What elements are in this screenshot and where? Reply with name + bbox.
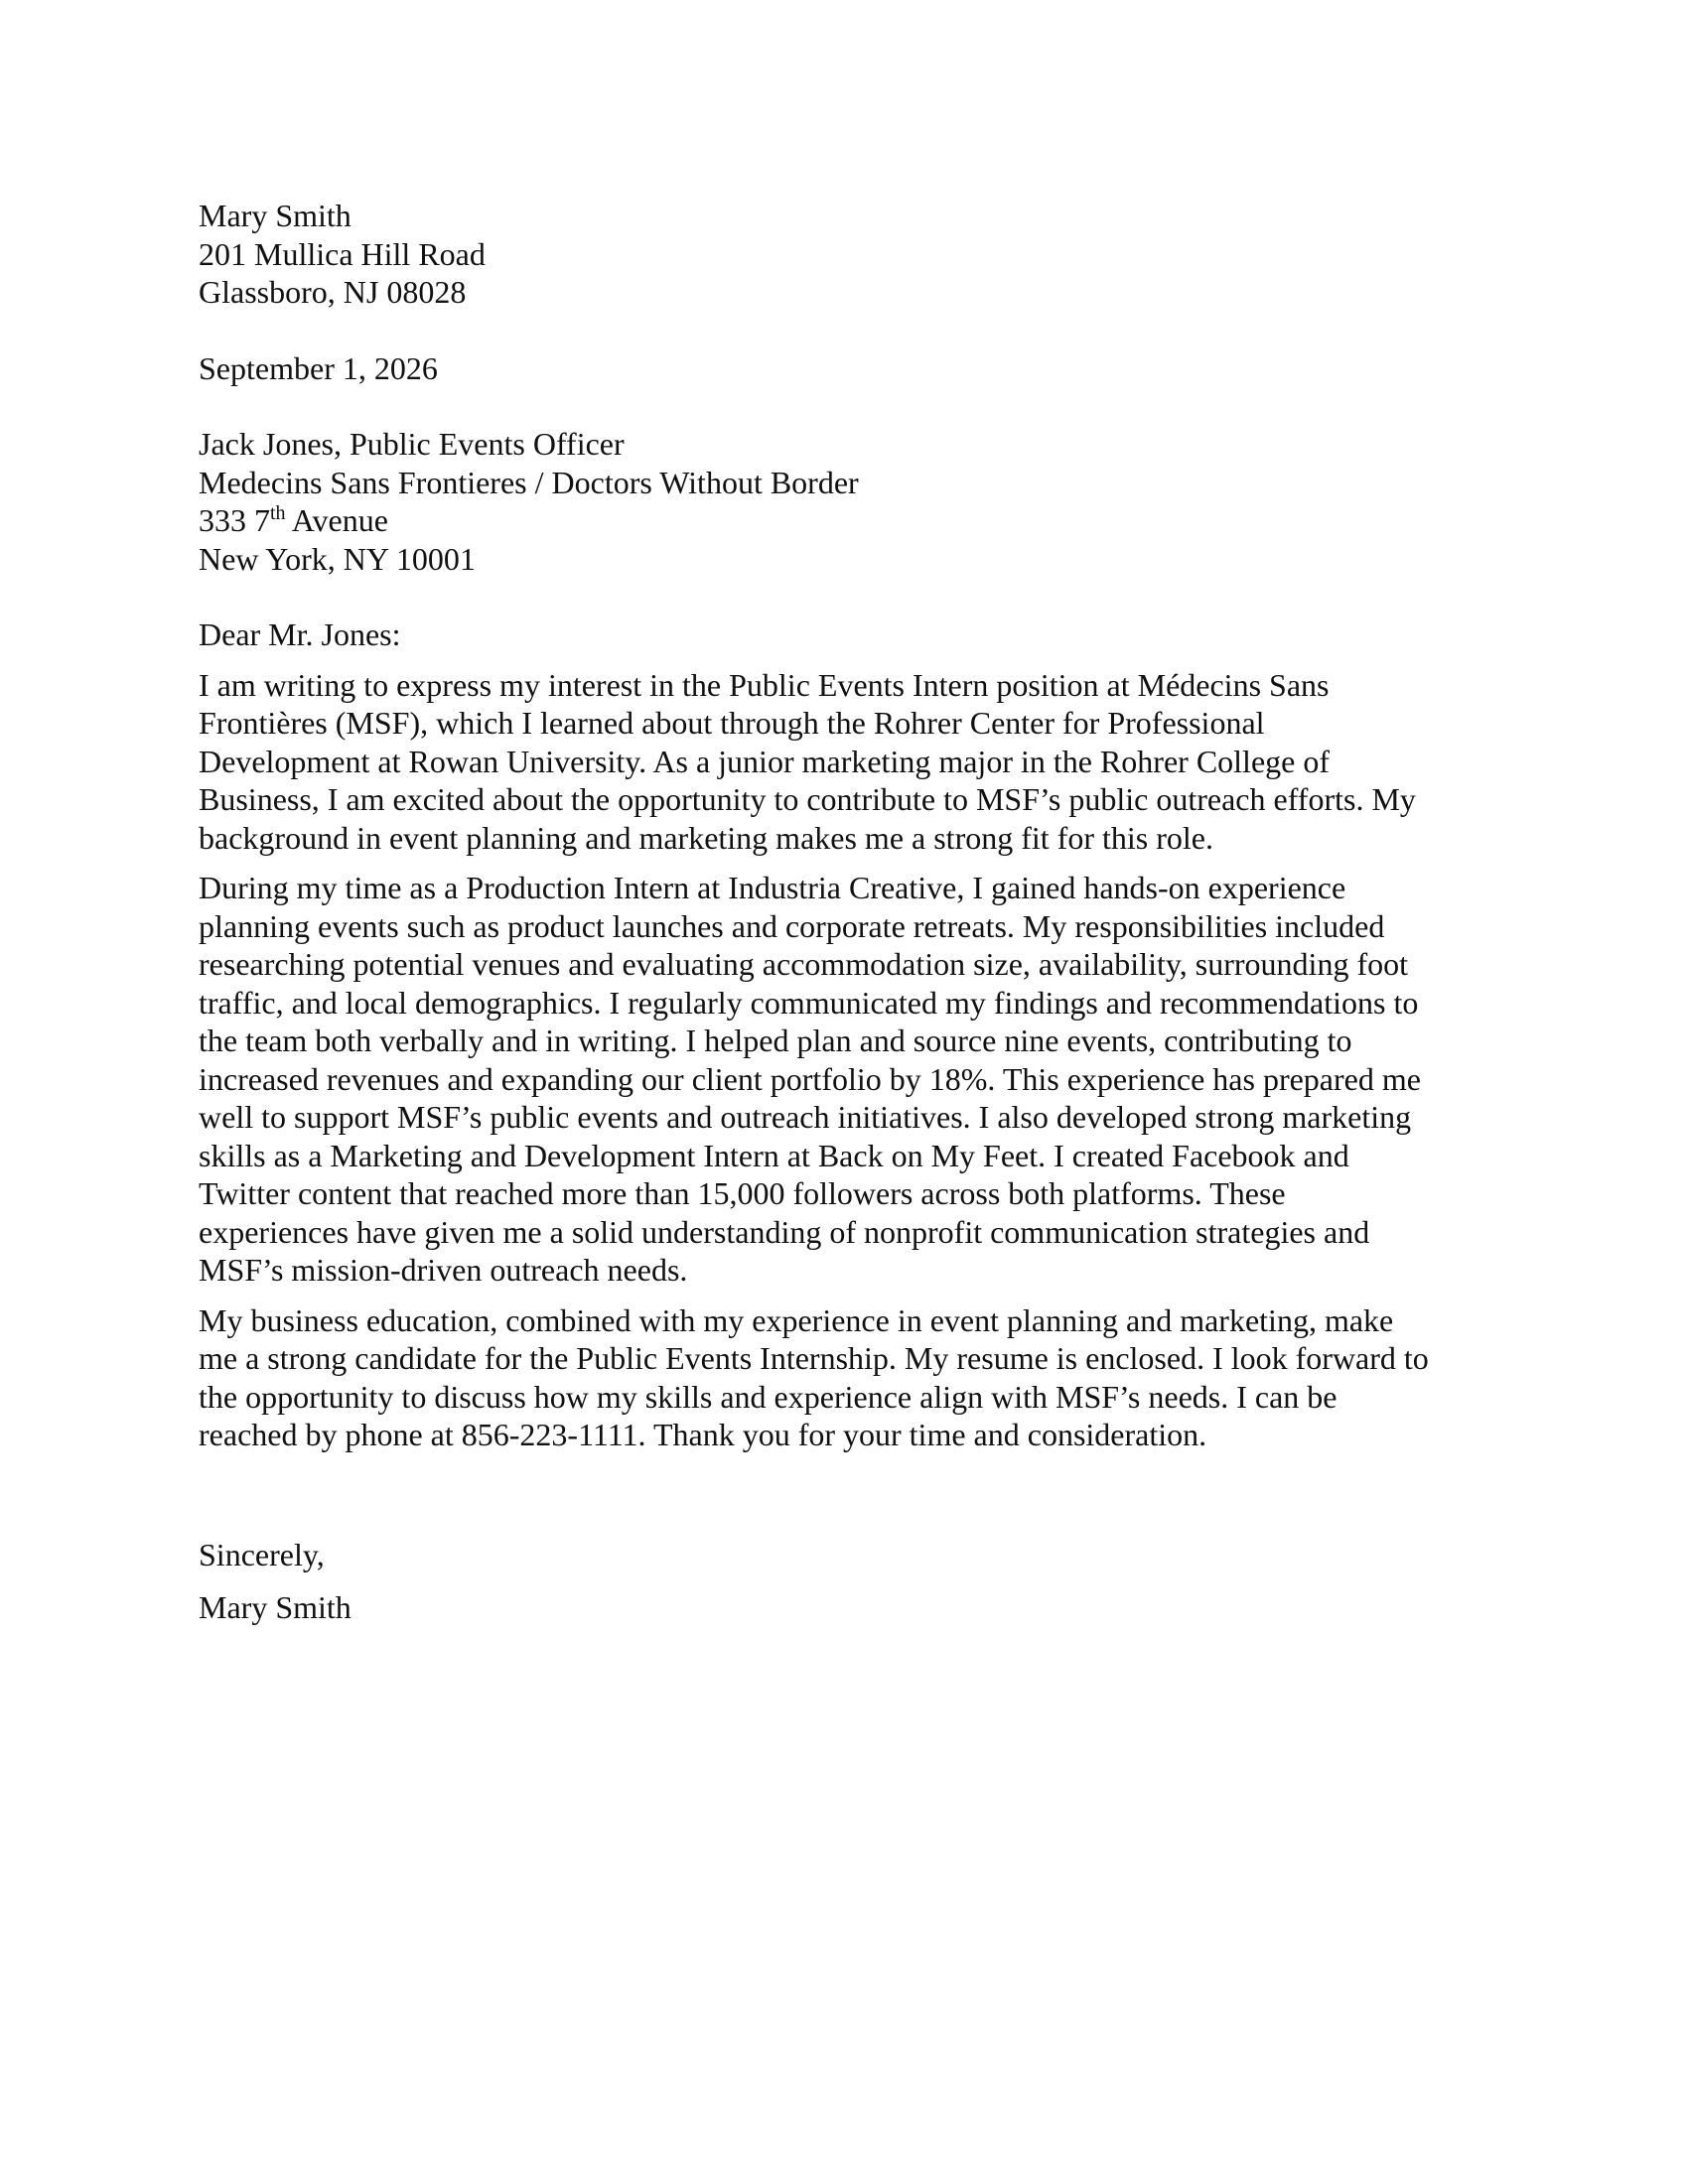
paragraph-line: background in event planning and marketing makes me a strong fit for this role.: [199, 819, 1213, 856]
date-text: September 1, 2026: [199, 349, 438, 386]
letter-date: [199, 349, 1489, 388]
paragraph-line: Business, I am excited about the opportunity to contribute to MSF’s public outreach efforts. My: [199, 781, 1416, 817]
paragraph-line: the team both verbally and in writing. I helped plan and source nine events, contributing to: [199, 1023, 1352, 1058]
paragraph-line: Frontières (MSF), which I learned about through the Rohrer Center for Professional: [199, 705, 1265, 741]
letter-page: [199, 197, 1489, 1627]
paragraph-line: me a strong candidate for the Public Events Internship. My resume is enclosed. I look forward to: [199, 1340, 1429, 1376]
signature-name: Mary Smith: [199, 1589, 352, 1625]
paragraph-line: planning events such as product launches and corporate retreats. My responsibilities included: [199, 907, 1385, 944]
paragraph-line: During my time as a Production Intern at Industria Creative, I gained hands-on experience: [199, 870, 1346, 905]
street-rest: Avenue: [285, 502, 388, 538]
paragraph-line: reached by phone at 856-223-1111. Thank you for your time and consideration.: [199, 1417, 1207, 1452]
paragraph-line: Development at Rowan University. As a junior marketing major in the Rohrer College of: [199, 743, 1330, 779]
paragraph-line: experiences have given me a solid understanding of nonprofit communication strategies and: [199, 1213, 1370, 1250]
sender-street: 201 Mullica Hill Road: [199, 235, 486, 272]
paragraph-line: well to support MSF’s public events and outreach initiatives. I also developed strong marketing: [199, 1099, 1412, 1135]
recipient-organization: Medecins Sans Frontieres / Doctors Without Border: [199, 464, 859, 500]
street-number: 333 7: [199, 502, 270, 538]
sender-city: Glassboro, NJ 08028: [199, 274, 467, 310]
closing: Sincerely,: [199, 1536, 325, 1572]
paragraph-line: researching potential venues and evaluating accommodation size, availability, surrounding foot: [199, 946, 1408, 982]
sender-name: Mary Smith: [199, 198, 352, 233]
recipient-address: [199, 425, 1489, 578]
body-paragraph-3: [199, 1301, 1489, 1454]
paragraph-line: MSF’s mission-driven outreach needs.: [199, 1252, 688, 1288]
sender-address: [199, 197, 1489, 312]
street-ordinal-suffix: th: [270, 502, 286, 524]
paragraph-line: Twitter content that reached more than 15,000 followers across both platforms. These: [199, 1175, 1286, 1211]
paragraph-line: increased revenues and expanding our client portfolio by 18%. This experience has prepared me: [199, 1060, 1421, 1097]
paragraph-line: I am writing to express my interest in the Public Events Intern position at Médecins Sans: [199, 666, 1330, 703]
salutation: Dear Mr. Jones:: [199, 616, 401, 652]
recipient-city: New York, NY 10001: [199, 540, 476, 577]
body-paragraph-2: [199, 869, 1489, 1290]
paragraph-line: skills as a Marketing and Development Intern at Back on My Feet. I created Facebook and: [199, 1137, 1349, 1173]
paragraph-line: My business education, combined with my experience in event planning and marketing, make: [199, 1301, 1394, 1338]
closing-block: [199, 1536, 1489, 1627]
body-paragraph-1: [199, 666, 1489, 858]
recipient-street: [199, 501, 1489, 540]
paragraph-line: the opportunity to discuss how my skills and experience align with MSF’s needs. I can be: [199, 1378, 1337, 1415]
recipient-name-title: Jack Jones, Public Events Officer: [199, 426, 625, 462]
paragraph-line: traffic, and local demographics. I regularly communicated my findings and recommendations to: [199, 984, 1419, 1021]
